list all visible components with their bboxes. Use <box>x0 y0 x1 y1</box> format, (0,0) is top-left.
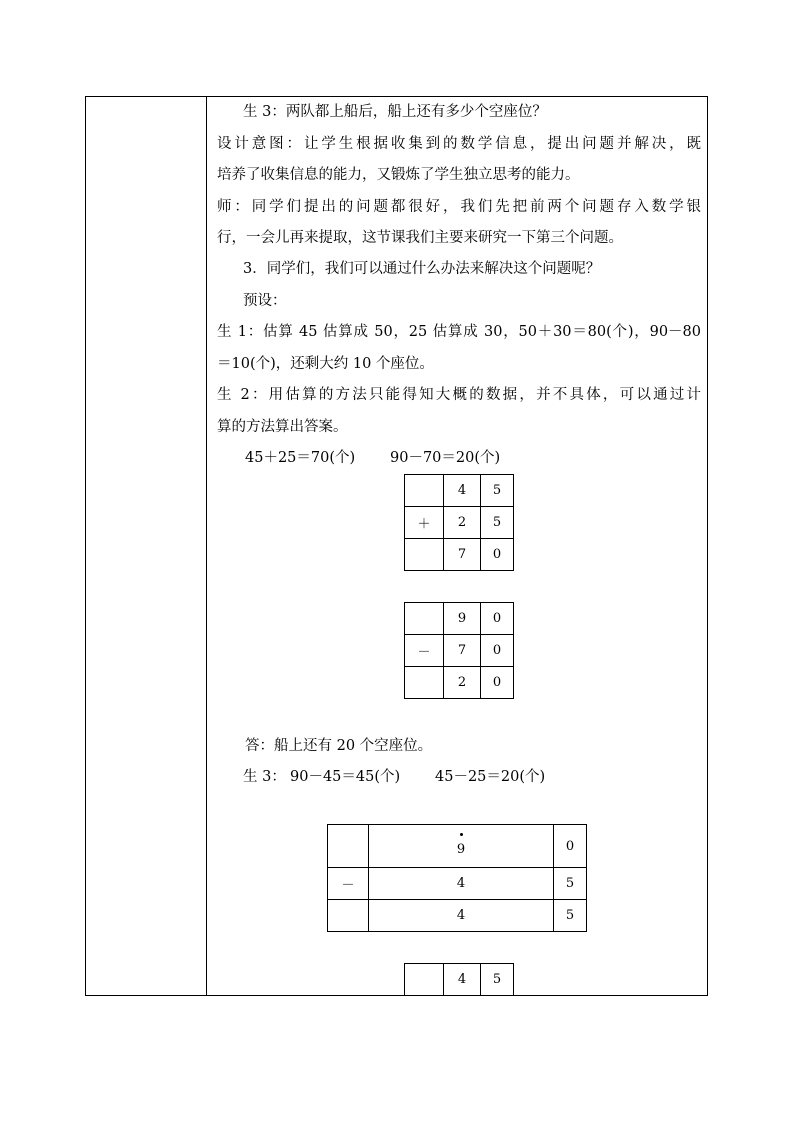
teacher-line1: 师：同学们提出的问题都很好，我们先把前两个问题存入数学银 <box>217 199 701 215</box>
grid-cell: 0 <box>481 603 514 635</box>
grid-row <box>328 900 587 932</box>
student3-label: 生 3： <box>243 769 286 785</box>
grid-cell: 4 <box>369 900 554 932</box>
grid-row <box>405 507 514 539</box>
borrow-digit-value: 9 <box>456 841 466 857</box>
student3-equation2: 45－25＝20(个) <box>435 769 546 785</box>
grid-row <box>405 635 514 667</box>
grid-cell <box>405 964 444 996</box>
grid-row <box>328 868 587 900</box>
grid-row <box>328 825 587 868</box>
student2-line1: 生 2：用估算的方法只能得知大概的数据，并不具体，可以通过计 <box>217 387 701 403</box>
teacher-line2: 行，一会儿再来提取，这节课我们主要来研究一下第三个问题。 <box>217 230 623 246</box>
grid-cell <box>405 667 444 699</box>
vertical-subtraction-borrow-grid <box>327 824 587 932</box>
vertical-subtraction-grid <box>404 602 514 699</box>
grid-cell <box>405 475 444 507</box>
grid-cell: 4 <box>444 964 481 996</box>
student2-line2: 算的方法算出答案。 <box>217 419 348 435</box>
grid-cell: 4 <box>369 868 554 900</box>
design-intent-line1: 设计意图：让学生根据收集到的数学信息，提出问题并解决，既 <box>217 136 701 152</box>
grid-cell: － <box>405 635 444 667</box>
grid-row <box>405 539 514 571</box>
answer-text: 答：船上还有 20 个空座位。 <box>245 738 433 754</box>
grid-cell: 7 <box>444 635 481 667</box>
grid-cell: 0 <box>481 539 514 571</box>
grid-cell <box>405 603 444 635</box>
grid-cell: 9 <box>444 603 481 635</box>
borrow-dot-mark <box>460 833 463 836</box>
grid-cell: 5 <box>481 964 514 996</box>
grid-cell: 7 <box>444 539 481 571</box>
equation-sub: 90－70＝20(个) <box>390 450 501 466</box>
grid-cell: 0 <box>481 635 514 667</box>
grid-cell: 0 <box>554 825 587 868</box>
grid-cell: － <box>328 868 369 900</box>
grid-cell: 2 <box>444 507 481 539</box>
student1-line2: ＝10(个)，还剩大约 10 个座位。 <box>217 356 434 372</box>
grid-cell: 5 <box>481 475 514 507</box>
grid-cell: ＋ <box>405 507 444 539</box>
grid-row <box>405 964 514 996</box>
design-intent-line2: 培养了收集信息的能力，又锻炼了学生独立思考的能力。 <box>217 167 580 183</box>
grid-cell <box>369 825 554 868</box>
grid-cell <box>328 900 369 932</box>
vertical-addition-grid <box>404 474 514 571</box>
student3-question: 生 3：两队都上船后，船上还有多少个空座位？ <box>243 104 547 120</box>
grid-cell: 0 <box>481 667 514 699</box>
preset-label: 预设： <box>243 293 287 309</box>
question-3: 3．同学们，我们可以通过什么办法来解决这个问题呢？ <box>243 261 601 277</box>
column-divider <box>206 96 207 996</box>
vertical-subtraction-partial-grid <box>404 963 514 996</box>
grid-cell <box>405 539 444 571</box>
equation-add: 45＋25＝70(个) <box>245 450 356 466</box>
student3-equation1: 90－45＝45(个) <box>290 769 401 785</box>
grid-cell: 5 <box>554 868 587 900</box>
grid-cell <box>328 825 369 868</box>
grid-row <box>405 667 514 699</box>
student1-line1: 生 1：估算 45 估算成 50，25 估算成 30，50＋30＝80(个)，90－80 <box>217 324 701 340</box>
grid-row <box>405 475 514 507</box>
borrow-digit <box>457 842 465 857</box>
grid-cell: 5 <box>481 507 514 539</box>
grid-cell: 4 <box>444 475 481 507</box>
grid-row <box>405 603 514 635</box>
grid-cell: 5 <box>554 900 587 932</box>
grid-cell: 2 <box>444 667 481 699</box>
